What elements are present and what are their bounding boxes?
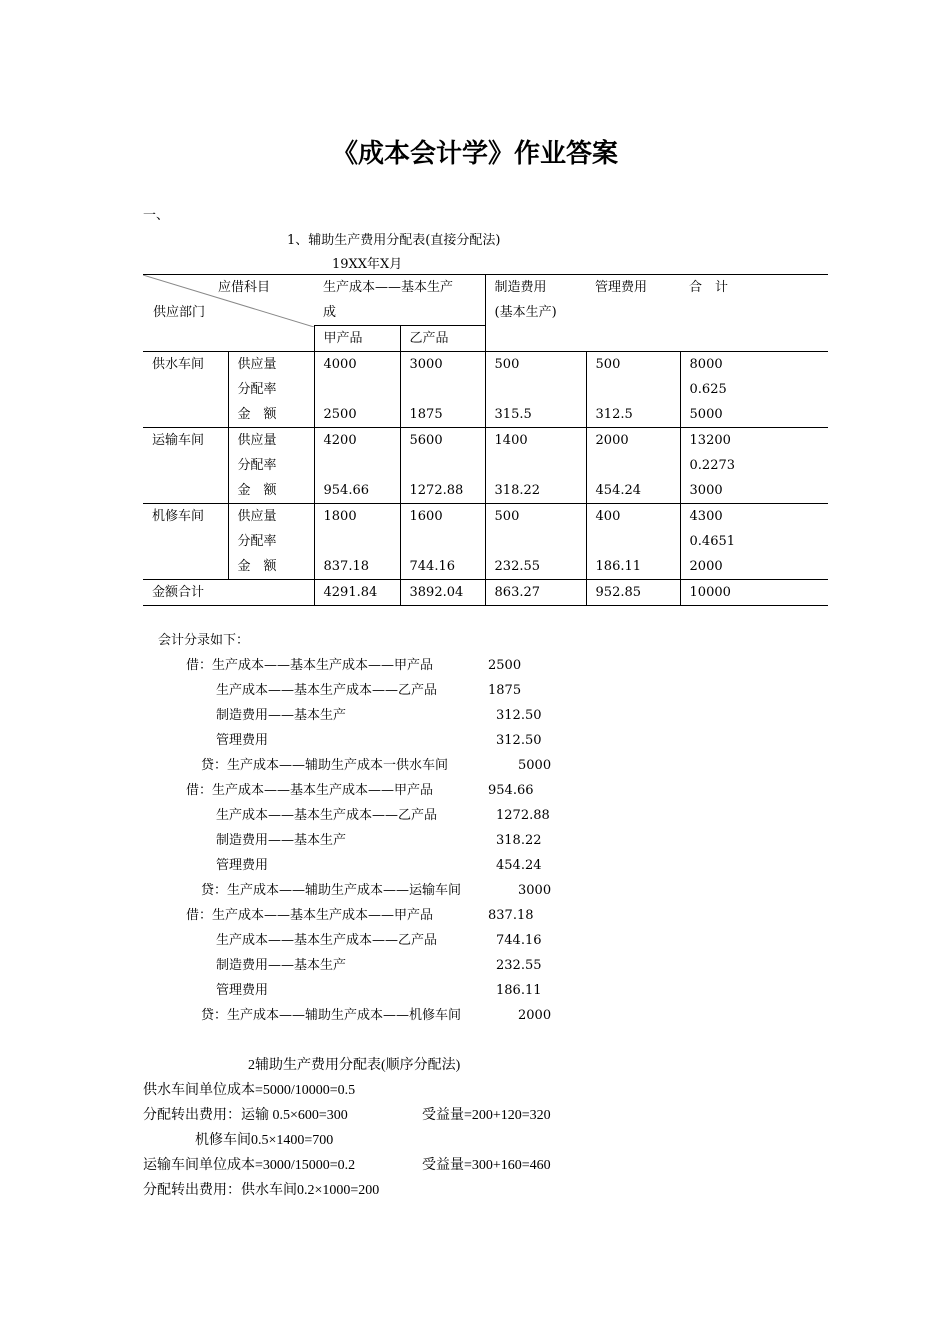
total-cell: 3892.04	[400, 580, 485, 606]
entry-amount: 5000	[518, 758, 552, 773]
journal-entry	[0, 653, 950, 678]
item-label: 分配率	[228, 529, 314, 554]
entry-account: 借：生产成本——基本生产成本——甲产品	[186, 783, 434, 798]
entry-amount: 1272.88	[496, 808, 550, 823]
journal-entry	[0, 753, 950, 778]
entry-amount: 186.11	[496, 983, 542, 998]
cell: 4000	[314, 352, 400, 378]
journal-entry	[0, 1003, 950, 1028]
entry-amount: 3000	[518, 883, 552, 898]
table1-date: 19XX年X月	[332, 257, 403, 272]
page-title: 《成本会计学》作业答案	[331, 139, 618, 169]
journal-entry	[0, 728, 950, 753]
col-mfg-line1: 制造费用	[494, 280, 547, 295]
cell: 954.66	[314, 478, 400, 504]
item-label: 分配率	[228, 377, 314, 402]
entry-amount: 744.16	[496, 933, 542, 948]
item-label: 供应量	[228, 428, 314, 454]
entry-account: 管理费用	[216, 858, 269, 873]
cell: 454.24	[586, 478, 680, 504]
item-label: 分配率	[228, 453, 314, 478]
supply-dept-label: 供应部门	[153, 305, 206, 320]
journal-entry	[0, 678, 950, 703]
col-production-cost	[314, 275, 485, 326]
cell: 1400	[485, 428, 586, 454]
col-production-cost-line2: 成	[323, 305, 337, 320]
journal-entries	[0, 653, 950, 1028]
entry-account: 生产成本——基本生产成本——乙产品	[216, 808, 438, 823]
debit-account-label: 应借科目	[218, 280, 271, 295]
col-production-cost-line1: 生产成本——基本生产	[323, 280, 454, 295]
calc-line2b: 受益量=200+120=320	[422, 1108, 551, 1123]
calc-line2a: 分配转出费用：运输 0.5×600=300	[143, 1108, 348, 1123]
cell: 318.22	[485, 478, 586, 504]
cell: 8000	[689, 357, 723, 372]
entry-amount: 2000	[518, 1008, 552, 1023]
cell: 500	[485, 352, 586, 378]
journal-entry	[0, 778, 950, 803]
entry-amount: 232.55	[496, 958, 542, 973]
entry-amount: 837.18	[488, 908, 534, 923]
cell: 400	[586, 504, 680, 530]
journal-entry	[0, 803, 950, 828]
cell: 3000	[400, 352, 485, 378]
col-mfg-line2: (基本生产)	[494, 305, 557, 320]
cell: 500	[586, 352, 680, 378]
dept-repair: 机修车间	[143, 504, 228, 580]
cell: 232.55	[485, 554, 586, 580]
cell: 2500	[314, 402, 400, 428]
col-admin-expense: 管理费用	[586, 275, 680, 326]
total-label: 金额合计	[143, 580, 314, 606]
cell: 4200	[314, 428, 400, 454]
dept-water: 供水车间	[143, 352, 228, 428]
section-number: 一、	[143, 208, 170, 223]
entry-amount: 312.50	[496, 733, 542, 748]
entry-account: 管理费用	[216, 733, 269, 748]
journal-entry	[0, 928, 950, 953]
entry-account: 管理费用	[216, 983, 269, 998]
col-mfg-overhead	[485, 275, 586, 326]
calc-line4b: 受益量=300+160=460	[422, 1158, 551, 1173]
entry-amount: 2500	[488, 658, 522, 673]
journal-entry	[0, 828, 950, 853]
entry-account: 贷：生产成本——辅助生产成本一供水车间	[201, 758, 449, 773]
entry-amount: 318.22	[496, 833, 542, 848]
cell: 837.18	[314, 554, 400, 580]
item-label: 供应量	[228, 504, 314, 530]
entry-amount: 954.66	[488, 783, 534, 798]
cell: 5600	[400, 428, 485, 454]
cell: 1600	[400, 504, 485, 530]
cell: 500	[485, 504, 586, 530]
cell: 312.5	[586, 402, 680, 428]
journal-entry	[0, 853, 950, 878]
entry-amount: 312.50	[496, 708, 542, 723]
entry-account: 制造费用——基本生产	[216, 833, 347, 848]
cell: 3000	[689, 483, 723, 498]
entry-account: 借：生产成本——基本生产成本——甲产品	[186, 908, 434, 923]
cell: 5000	[689, 407, 723, 422]
item-label: 供应量	[228, 352, 314, 378]
cell: 315.5	[485, 402, 586, 428]
cell: 186.11	[586, 554, 680, 580]
cell: 13200	[689, 433, 731, 448]
sub-col-product-a: 甲产品	[314, 326, 400, 352]
entry-account: 制造费用——基本生产	[216, 958, 347, 973]
dept-transport: 运输车间	[143, 428, 228, 504]
journal-entry	[0, 978, 950, 1003]
sub-col-product-b: 乙产品	[400, 326, 485, 352]
cell: 744.16	[400, 554, 485, 580]
total-cell: 10000	[689, 585, 731, 600]
calc-line3: 机修车间0.5×1400=700	[195, 1133, 334, 1148]
total-cell: 863.27	[485, 580, 586, 606]
table2-caption: 2辅助生产费用分配表(顺序分配法)	[248, 1058, 461, 1073]
journal-entry	[0, 903, 950, 928]
total-cell: 4291.84	[314, 580, 400, 606]
table1-caption: 1、辅助生产费用分配表(直接分配法)	[287, 233, 501, 248]
entries-title: 会计分录如下：	[158, 633, 250, 648]
item-label: 金 额	[228, 402, 314, 428]
journal-entry	[0, 953, 950, 978]
total-cell: 952.85	[586, 580, 680, 606]
journal-entry	[0, 703, 950, 728]
calc-line4a: 运输车间单位成本=3000/15000=0.2	[143, 1158, 356, 1173]
cell: 1272.88	[400, 478, 485, 504]
calc-line5: 分配转出费用：供水车间0.2×1000=200	[143, 1183, 380, 1198]
cell: 0.2273	[689, 458, 736, 473]
entry-account: 制造费用——基本生产	[216, 708, 347, 723]
item-label: 金 额	[228, 478, 314, 504]
entry-account: 借：生产成本——基本生产成本——甲产品	[186, 658, 434, 673]
diagonal-header-cell	[143, 275, 314, 326]
cell: 1800	[314, 504, 400, 530]
journal-entry	[0, 878, 950, 903]
cell: 0.4651	[689, 534, 736, 549]
cell: 4300	[689, 509, 723, 524]
entry-account: 生产成本——基本生产成本——乙产品	[216, 683, 438, 698]
item-label: 金 额	[228, 554, 314, 580]
entry-amount: 1875	[488, 683, 522, 698]
calc-line1: 供水车间单位成本=5000/10000=0.5	[143, 1083, 356, 1098]
col-total: 合 计	[680, 275, 828, 326]
entry-account: 生产成本——基本生产成本——乙产品	[216, 933, 438, 948]
cell: 1875	[400, 402, 485, 428]
cell: 0.625	[689, 382, 727, 397]
cell: 2000	[586, 428, 680, 454]
entry-account: 贷：生产成本——辅助生产成本——机修车间	[201, 1008, 462, 1023]
entry-account: 贷：生产成本——辅助生产成本——运输车间	[201, 883, 462, 898]
entry-amount: 454.24	[496, 858, 542, 873]
allocation-table	[143, 274, 828, 606]
cell: 2000	[689, 559, 723, 574]
